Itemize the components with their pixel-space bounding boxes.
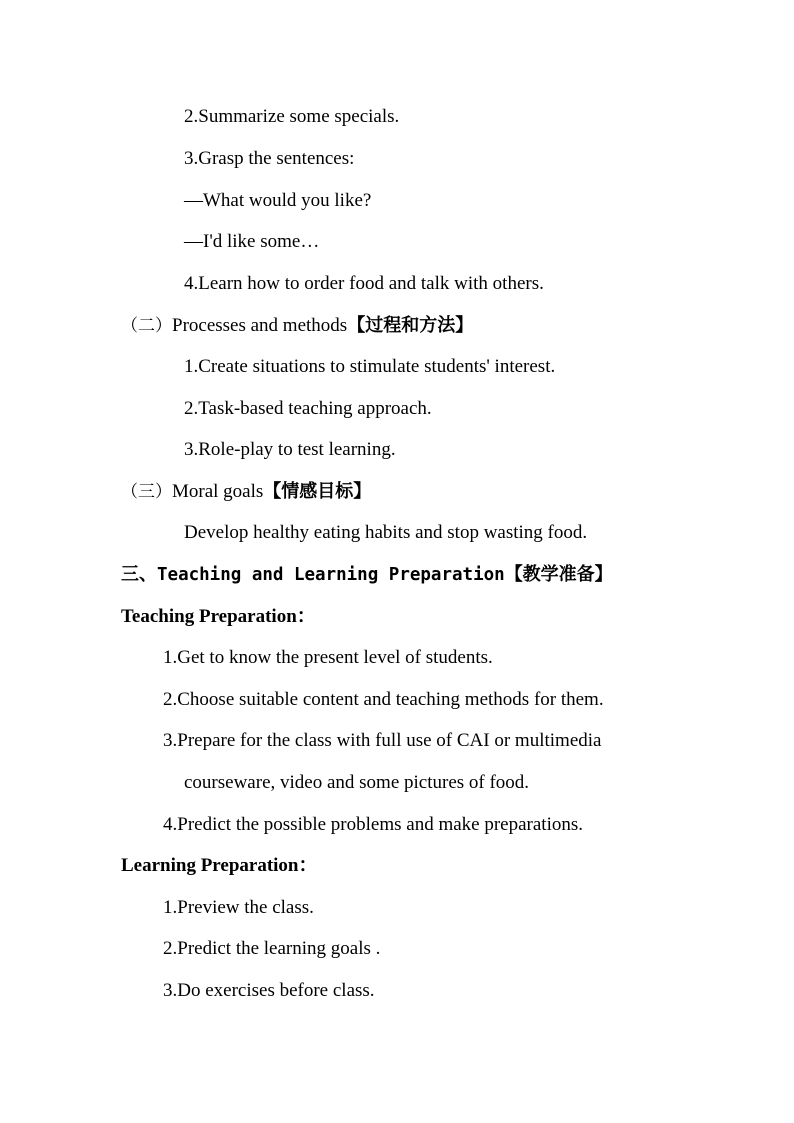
processes-heading-cn: 【过程和方法】 [347,315,474,336]
sample-sentence: —What would you like? [184,190,372,211]
moral-heading-cn: 【情感目标】 [263,481,372,502]
learning-prep-item: 2.Predict the learning goals . [163,938,381,959]
section-three-title-cn: 【教学准备】 [504,564,613,585]
processes-heading-text: Processes and methods [172,315,348,336]
processes-heading [121,314,473,338]
moral-text: Develop healthy eating habits and stop wasting food. [184,522,588,543]
moral-heading-text: Moral goals [172,481,264,502]
objective-item: 2.Summarize some specials. [184,106,400,127]
moral-marker: （三） [121,482,172,502]
sample-sentence: —I'd like some… [184,231,320,252]
teaching-prep-heading: Teaching Preparation： [121,606,316,627]
section-three-prefix: 三、 [121,564,157,585]
objective-item: 4.Learn how to order food and talk with others. [184,273,544,294]
learning-prep-item: 3.Do exercises before class. [163,980,375,1001]
learning-prep-item: 1.Preview the class. [163,897,314,918]
section-three-title [121,563,613,587]
section-three-title-en: Teaching and Learning Preparation [157,565,505,585]
processes-item: 3.Role-play to test learning. [184,439,396,460]
teaching-prep-item-continued: courseware, video and some pictures of food. [184,772,530,793]
processes-item: 2.Task-based teaching approach. [184,398,432,419]
processes-marker: （二） [121,316,172,336]
teaching-prep-item: 2.Choose suitable content and teaching methods for them. [163,689,604,710]
teaching-prep-item: 4.Predict the possible problems and make preparations. [163,814,584,835]
processes-item: 1.Create situations to stimulate students' interest. [184,356,556,377]
objective-item: 3.Grasp the sentences: [184,148,355,169]
teaching-prep-item: 1.Get to know the present level of students. [163,647,493,668]
teaching-prep-item: 3.Prepare for the class with full use of CAI or multimedia [163,730,602,751]
learning-prep-heading: Learning Preparation： [121,855,318,876]
moral-heading [121,480,371,504]
